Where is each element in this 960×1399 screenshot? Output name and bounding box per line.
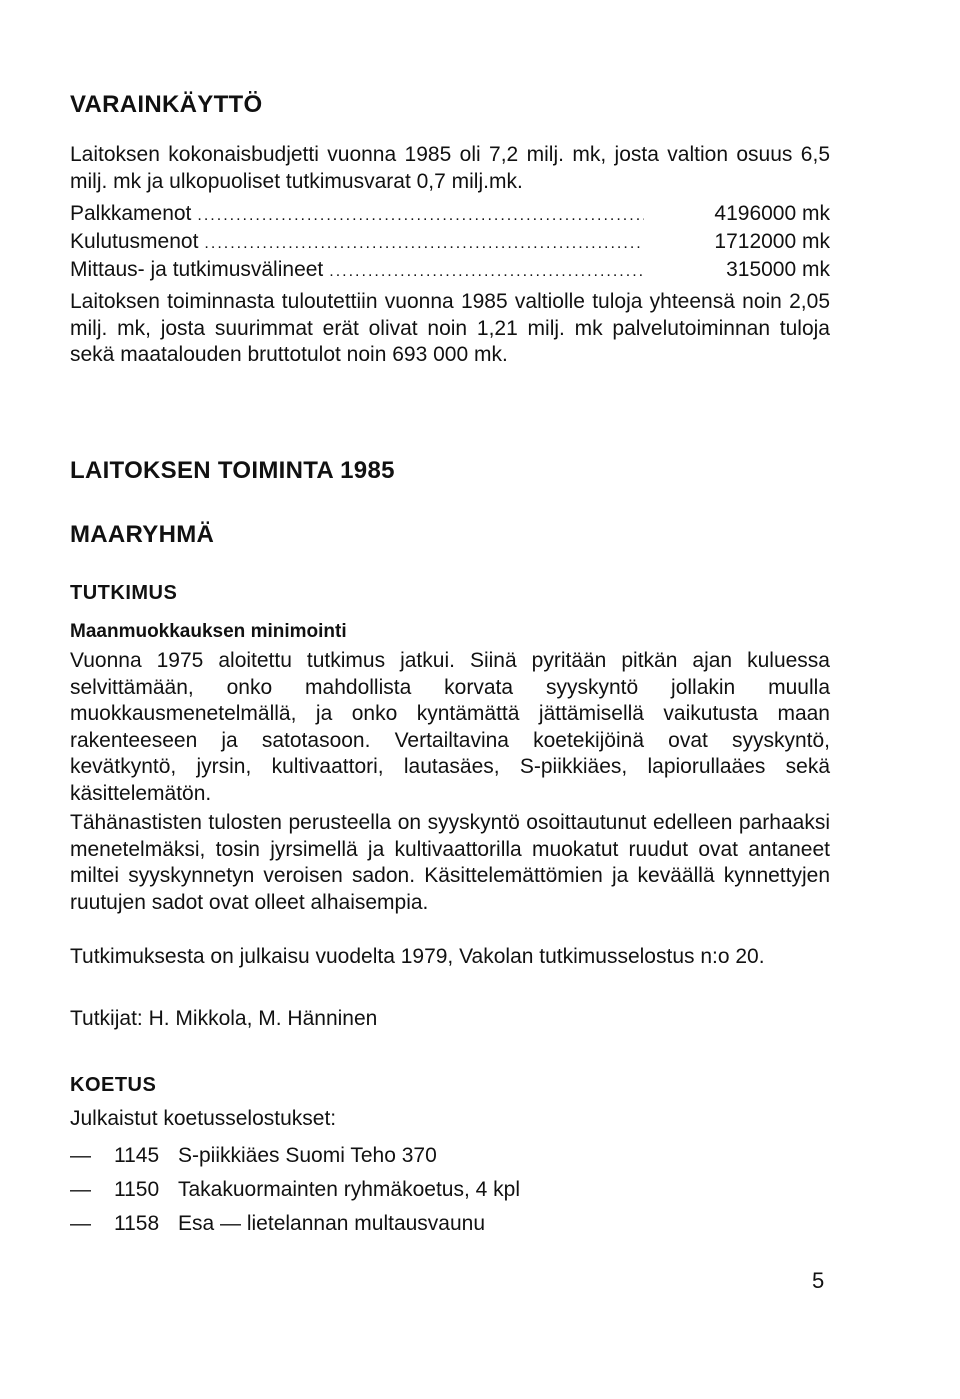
section-heading-toiminta: LAITOKSEN TOIMINTA 1985 — [70, 457, 395, 484]
page-number: 5 — [812, 1268, 825, 1293]
research-paragraph-1: Vuonna 1975 aloitettu tutkimus jatkui. Siinä pyritään pitkän ajan kuluessa selvittämään, onko mahdollista korvata syyskyntö jollakin muulla muokkausmenetelmällä, ja onko kyntämättä jättämisellä vaikutusta maan rakenteeseen ja satotasoon. Vertailtavina koetekijöinä ovat syyskyntö, kevätkyntö, jyrsin, kultivaattori, lautasäes, S-piikkiäes, lapiorullaäes sekä käsittelemätön. — [70, 649, 830, 805]
income-paragraph: Laitoksen toiminnasta tuloutettiin vuonna 1985 valtiolle tuloja yhteensä noin 2,05 milj. mk, josta suurimmat erät olivat noin 1,21 milj. mk palvelutoiminnan tuloja sekä maatalouden bruttotulot noin 693 000 mk. — [70, 290, 830, 366]
section-heading-tutkimus: TUTKIMUS — [70, 582, 178, 604]
expense-row — [70, 230, 830, 258]
list-dash: — — [70, 1212, 91, 1235]
researchers-line: Tutkijat: H. Mikkola, M. Hänninen — [70, 1007, 378, 1030]
list-dash: — — [70, 1178, 91, 1201]
report-number: 1150 — [114, 1178, 160, 1201]
budget-paragraph: Laitoksen kokonaisbudjetti vuonna 1985 oli 7,2 milj. mk, josta valtion osuus 6,5 milj. mk ja ulkopuoliset tutkimusvarat 0,7 milj.mk. — [70, 143, 830, 193]
subheading-maanmuokkaus: Maanmuokkauksen minimointi — [70, 621, 347, 642]
dot-leader — [197, 207, 644, 225]
research-paragraph-2: Tähänastisten tulosten perusteella on syyskyntö osoittautunut edelleen parhaaksi menetelmäksi, tosin jyrsimellä ja kultivaattorilla muokatut ruudut ovat antaneet miltei syyskynnetyn veroisen sadon. Käsittelemättömien ja keväällä kynnettyjen ruutujen sadot ovat olleet alhaisempia. — [70, 811, 830, 914]
section-heading-varainkaytto: VARAINKÄYTTÖ — [70, 91, 263, 118]
report-item — [70, 1178, 830, 1212]
report-title: Takakuormainten ryhmäkoetus, 4 kpl — [178, 1178, 520, 1201]
expense-row — [70, 258, 830, 286]
expense-value: 4196000 mk — [714, 202, 830, 225]
expense-value: 1712000 mk — [714, 230, 830, 253]
section-heading-koetus: KOETUS — [70, 1074, 157, 1096]
report-list — [70, 1144, 830, 1246]
expense-row — [70, 202, 830, 230]
expense-list — [70, 202, 830, 286]
list-dash: — — [70, 1144, 91, 1167]
research-paragraph-3: Tutkimuksesta on julkaisu vuodelta 1979, Vakolan tutkimusselostus n:o 20. — [70, 945, 765, 968]
expense-label: Mittaus- ja tutkimusvälineet — [70, 258, 324, 281]
dot-leader — [204, 235, 644, 253]
report-title: S-piikkiäes Suomi Teho 370 — [178, 1144, 437, 1167]
expense-label: Kulutusmenot — [70, 230, 199, 253]
expense-label: Palkkamenot — [70, 202, 192, 225]
dot-leader — [329, 263, 644, 281]
koetus-intro: Julkaistut koetusselostukset: — [70, 1107, 337, 1130]
report-item — [70, 1144, 830, 1178]
report-number: 1158 — [114, 1212, 160, 1235]
report-item — [70, 1212, 830, 1246]
report-number: 1145 — [114, 1144, 160, 1167]
group-heading-maaryhma: MAARYHMÄ — [70, 521, 215, 548]
expense-value: 315000 mk — [726, 258, 830, 281]
report-title: Esa — lietelannan multausvaunu — [178, 1212, 486, 1235]
